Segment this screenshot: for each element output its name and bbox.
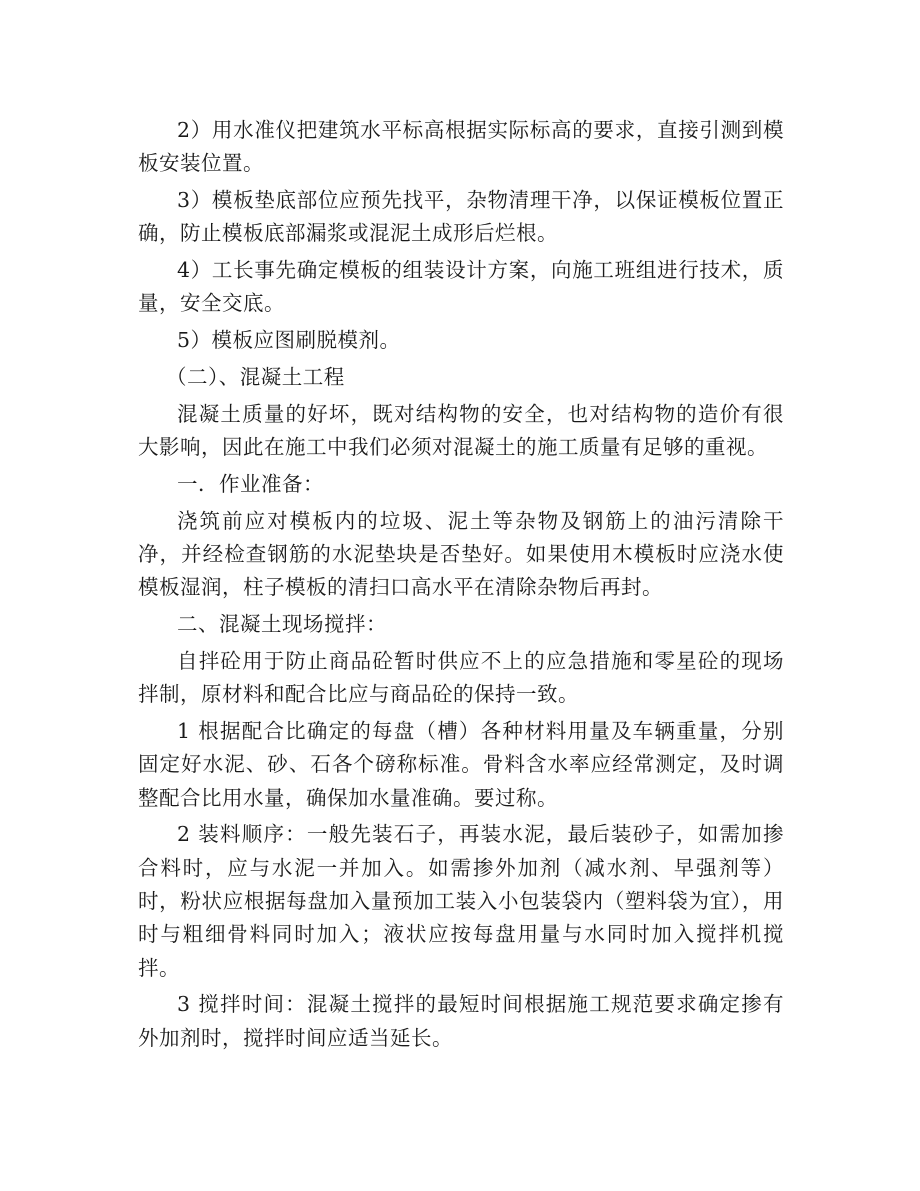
paragraph-formwork-step-5: 5）模板应图刷脱模剂。 bbox=[177, 328, 401, 353]
section-heading-concrete: （二）、混凝土工程 bbox=[166, 365, 345, 390]
paragraph-site-mixing-intro: 自拌砼用于防止商品砼暂时供应不上的应急措施和零星砼的现场拌制，原材料和配合比应与商品砼的保持一致。 bbox=[138, 648, 784, 707]
paragraph-formwork-step-2: 2）用水准仪把建筑水平标高根据实际标高的要求，直接引测到模板安装位置。 bbox=[138, 118, 784, 176]
paragraph-mixing-step-1: 1 根据配合比确定的每盘（槽）各种材料用量及车辆重量，分别固定好水泥、砂、石各个磅称标准。骨料含水率应经常测定，及时调整配合比用水量，确保加水量准确。要过称。 bbox=[138, 719, 784, 810]
paragraph-concrete-intro: 混凝土质量的好坏，既对结构物的安全，也对结构物的造价有很大影响，因此在施工中我们必须对混凝土的施工质量有足够的重视。 bbox=[138, 401, 784, 460]
heading-work-preparation: 一．作业准备： bbox=[177, 471, 324, 496]
paragraph-preparation: 浇筑前应对模板内的垃圾、泥土等杂物及钢筋上的油污清除干净，并经检查钢筋的水泥垫块是否垫好。如果使用木模板时应浇水使模板湿润，柱子模板的清扫口高水平在清除杂物后再封。 bbox=[138, 508, 784, 600]
paragraph-mixing-step-3: 3 搅拌时间：混凝土搅拌的最短时间根据施工规范要求确定掺有外加剂时，搅拌时间应适当延长。 bbox=[138, 992, 784, 1050]
document-body bbox=[138, 114, 784, 1059]
paragraph-mixing-step-2: 2 装料顺序：一般先装石子，再装水泥，最后装砂子，如需加掺合料时，应与水泥一并加入。如需掺外加剂（减水剂、早强剂等）时，粉状应根据每盘加入量预加工装入小包装袋内（塑料袋为宜），用时与粗细骨料同时加入；液状应按每盘用量与水同时加入搅拌机搅拌。 bbox=[138, 822, 784, 980]
paragraph-formwork-step-3: 3）模板垫底部位应预先找平，杂物清理干净，以保证模板位置正确，防止模板底部漏浆或混泥土成形后烂根。 bbox=[138, 188, 784, 246]
heading-site-mixing: 二、混凝土现场搅拌： bbox=[177, 612, 387, 637]
paragraph-formwork-step-4: 4）工长事先确定模板的组装设计方案，向施工班组进行技术，质量，安全交底。 bbox=[138, 258, 784, 316]
